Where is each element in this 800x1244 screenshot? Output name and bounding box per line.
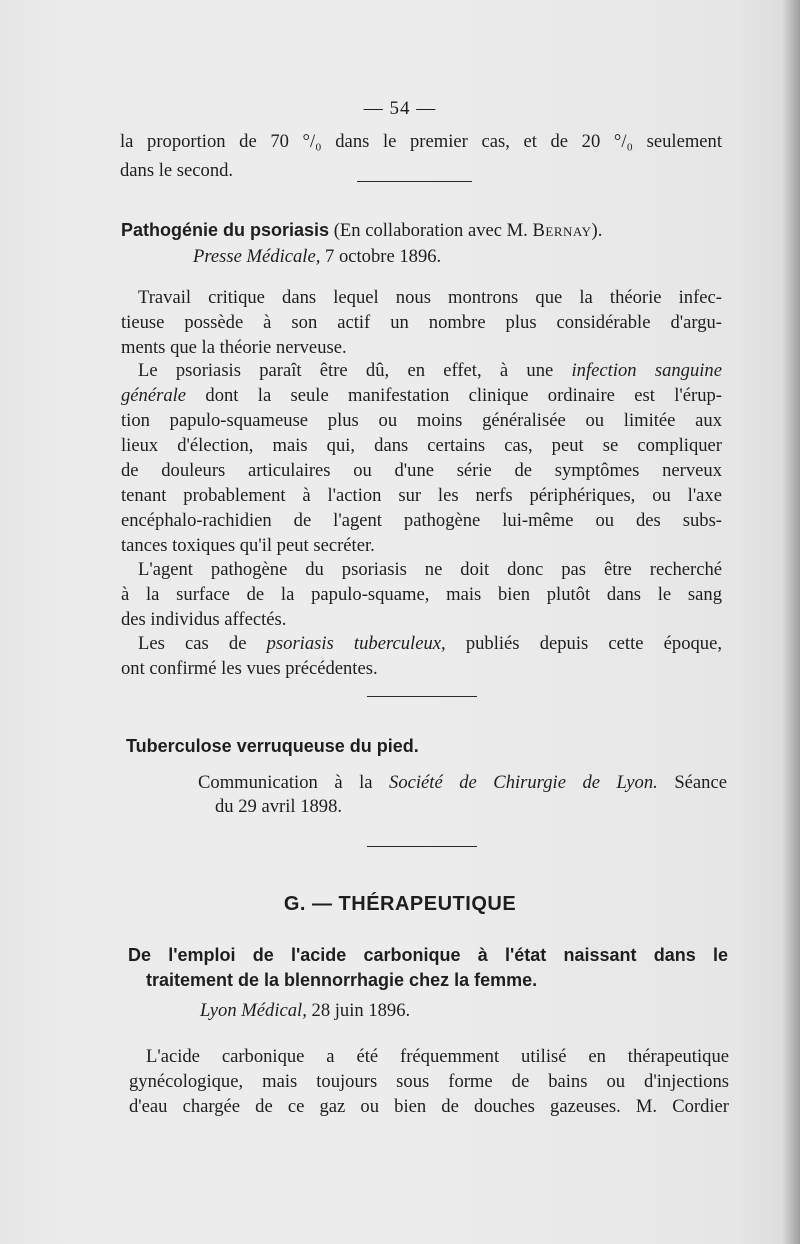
- article-1-p2-line-3: tion papulo-squameuse plus ou moins généralisée ou limitée aux: [121, 410, 722, 431]
- article-2-comm-text-c: Séance: [674, 772, 727, 793]
- article-1-p4-line-2: ont confirmé les vues précédentes.: [121, 658, 378, 679]
- article-1-p2-line-1-text: Le psoriasis paraît être dû, en effet, à une: [138, 360, 554, 381]
- article-1-p4-line-1: [138, 632, 722, 656]
- article-2-title: Tuberculose verruqueuse du pied.: [126, 736, 419, 756]
- article-3-title-line-1: De l'emploi de l'acide carbonique à l'état naissant dans le: [128, 945, 728, 965]
- article-1-title-collab: (En collaboration avec M.: [333, 220, 528, 241]
- article-1-p2-line-2-text: dont la seule manifestation clinique ordinaire est l'érup-: [205, 385, 722, 406]
- article-1-p2-line-6: tenant probablement à l'action sur les nerfs périphériques, ou l'axe: [121, 485, 722, 506]
- article-1-p4-emphasis: psoriasis tuberculeux,: [266, 633, 446, 654]
- article-1-p3-line-2: à la surface de la papulo-squame, mais bien plutôt dans le sang: [121, 584, 722, 605]
- article-2-communication-line-1: [198, 771, 727, 795]
- article-1-p4-text-a: Les cas de: [138, 633, 247, 654]
- article-1-p2-line-8: tances toxiques qu'il peut secréter.: [121, 535, 375, 556]
- article-1-p1-line-3: ments que la théorie nerveuse.: [121, 337, 347, 358]
- article-1-p4-text-c: publiés depuis cette époque,: [465, 633, 722, 654]
- article-2-comm-text-a: Communication à la: [198, 772, 373, 793]
- article-3-p1-line-3: d'eau chargée de ce gaz ou bien de douches gazeuses. M. Cordier: [129, 1096, 729, 1117]
- article-1-title-close: ).: [591, 220, 603, 241]
- article-1-p2-line-1: [138, 359, 722, 383]
- article-1-title: [121, 218, 602, 243]
- article-3-journal: Lyon Médical,: [200, 1000, 307, 1021]
- article-1-author: Bernay: [532, 220, 592, 241]
- article-1-p2-emphasis-2: générale: [121, 385, 187, 406]
- intro-line-1: la proportion de 70 °/₀ dans le premier cas, et de 20 °/₀ seulement: [120, 131, 722, 152]
- article-1-date: 7 octobre 1896.: [325, 246, 442, 267]
- article-1-p1-line-1: Travail critique dans lequel nous montrons que la théorie infec-: [138, 287, 722, 308]
- article-1-title-bold: Pathogénie du psoriasis: [121, 220, 330, 240]
- article-1-citation: [193, 245, 441, 269]
- separator-rule-3: [367, 846, 477, 847]
- article-1-p3-line-1: L'agent pathogène du psoriasis ne doit donc pas être recherché: [138, 559, 722, 580]
- article-1-p1-line-2: tieuse possède à son actif un nombre plus considérable d'argu-: [121, 312, 722, 333]
- separator-rule-2: [367, 696, 477, 697]
- article-1-journal: Presse Médicale,: [193, 246, 321, 267]
- article-3-title-line-2: traitement de la blennorrhagie chez la femme.: [146, 970, 538, 990]
- article-1-p2-line-7: encéphalo-rachidien de l'agent pathogène lui-même ou des subs-: [121, 510, 722, 531]
- article-3-date: 28 juin 1896.: [311, 1000, 411, 1021]
- article-2-society: Société de Chirurgie de Lyon.: [389, 772, 658, 793]
- article-1-p2-line-4: lieux d'élection, mais qui, dans certains cas, peut se compliquer: [121, 435, 722, 456]
- article-3-p1-line-2: gynécologique, mais toujours sous forme de bains ou d'injections: [129, 1071, 729, 1092]
- article-3-citation: [200, 999, 410, 1023]
- section-title: G. — THÉRAPEUTIQUE: [283, 893, 517, 915]
- article-1-p2-emphasis-1: infection sanguine: [571, 360, 722, 381]
- article-1-p2-line-5: de douleurs articulaires ou d'une série de symptômes nerveux: [121, 460, 722, 481]
- article-1-p3-line-3: des individus affectés.: [121, 609, 287, 630]
- article-1-p2-line-2: [121, 384, 722, 408]
- page-edge-shadow: [782, 0, 800, 1244]
- article-3-p1-line-1: L'acide carbonique a été fréquemment utilisé en thérapeutique: [146, 1046, 729, 1067]
- article-2-communication-line-2: du 29 avril 1898.: [215, 796, 343, 817]
- separator-rule-1: [357, 181, 472, 182]
- intro-line-2: dans le second.: [120, 160, 234, 181]
- page-number: — 54 —: [363, 98, 437, 119]
